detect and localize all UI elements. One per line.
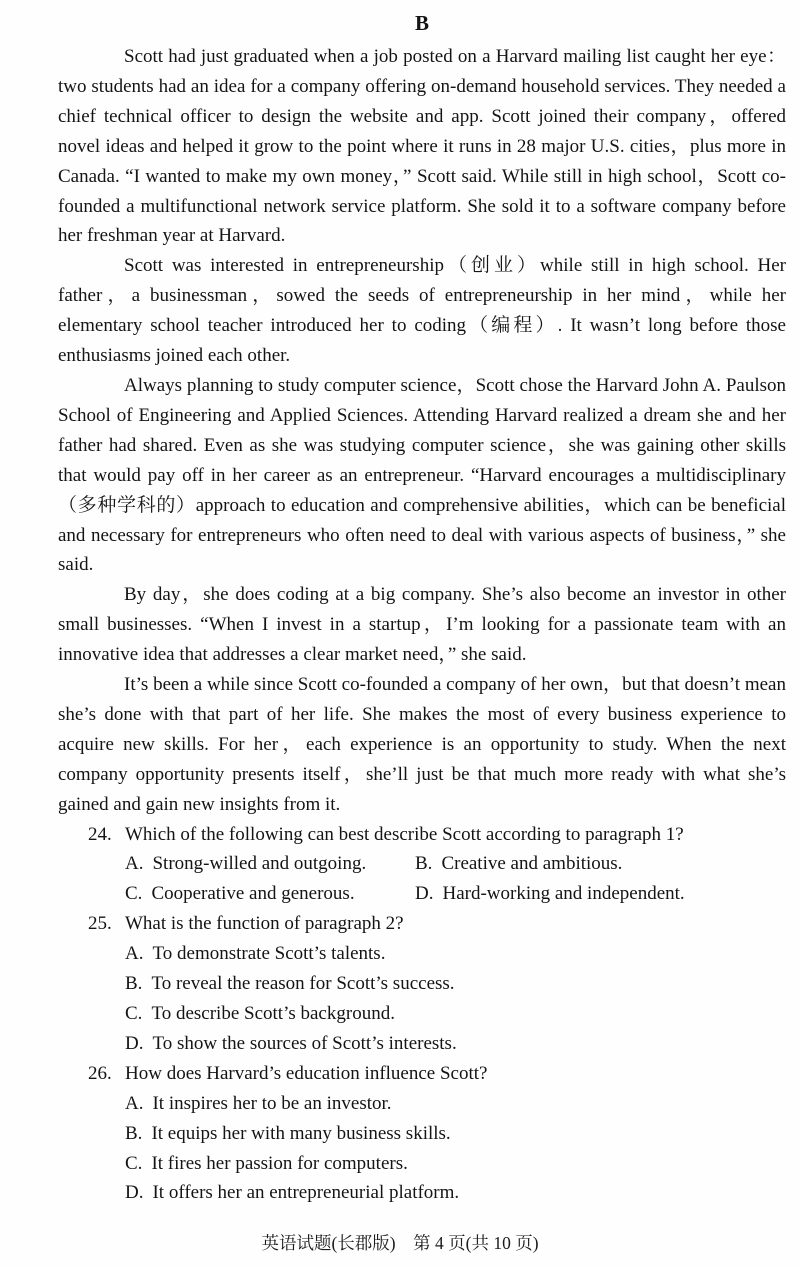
option-C — [125, 879, 415, 909]
option-A — [125, 1089, 786, 1119]
option-label: A. — [125, 853, 144, 875]
section-label: B — [414, 11, 429, 35]
option-B — [125, 1119, 786, 1149]
question-24-options — [58, 849, 786, 909]
question-24 — [58, 820, 786, 910]
option-label: D. — [125, 1032, 144, 1054]
page-footer: 英语试题(长郡版) 第 4 页(共 10 页) — [261, 1233, 539, 1253]
option-text: It fires her passion for computers. — [151, 1152, 408, 1174]
option-text: It equips her with many business skills. — [151, 1122, 451, 1144]
reading-passage — [58, 42, 786, 820]
option-text: To demonstrate Scott’s talents. — [152, 943, 386, 965]
question-number: 26. — [88, 1062, 112, 1084]
question-25 — [58, 909, 786, 1059]
question-26-stem — [58, 1059, 786, 1089]
option-D — [415, 879, 685, 909]
option-label: A. — [125, 943, 144, 965]
option-B — [415, 849, 622, 879]
option-A — [125, 939, 786, 969]
option-B — [125, 969, 786, 999]
passage-paragraph-1: Scott had just graduated when a job posted on a Harvard mailing list caught her eye：two students had an idea for a company offering on-demand household services. They needed a chief technical officer to design the website and app. Scott joined their company，offered novel ideas and helped it grow to the point where it runs in 28 major U.S. cities，plus more in Canada. “I wanted to make my own money，” Scott said. While still in high school，Scott co-founded a multifunctional network service platform. She sold it to a software company before her freshman year at Harvard. — [58, 46, 786, 247]
option-label: B. — [415, 853, 433, 875]
question-24-stem — [58, 820, 786, 850]
option-text: It offers her an entrepreneurial platform. — [152, 1182, 460, 1204]
question-26-options — [58, 1089, 786, 1209]
option-label: C. — [125, 1152, 143, 1174]
option-label: A. — [125, 1092, 144, 1114]
question-text: What is the function of paragraph 2? — [125, 913, 404, 935]
question-25-options — [58, 939, 786, 1059]
option-text: To reveal the reason for Scott’s success. — [151, 973, 455, 995]
option-row — [125, 849, 786, 879]
passage-paragraph-4: By day，she does coding at a big company. She’s also become an investor in other small businesses. “When I invest in a startup，I’m looking for a passionate team with an innovative idea that addresses a clear market need，” she said. — [58, 584, 786, 666]
passage-paragraph-2: Scott was interested in entrepreneurship（创业）while still in high school. Her father，a businessman，sowed the seeds of entrepreneurship in her mind，while her elementary school teacher introduced her to coding（编程）. It wasn’t long before those enthusiasms joined each other. — [58, 255, 786, 367]
passage-paragraph-3: Always planning to study computer science，Scott chose the Harvard John A. Paulson School of Engineering and Applied Sciences. Attending Harvard realized a dream she and her father had shared. Even as she was studying computer science，she was gaining other skills that would pay off in her career as an entrepreneur. “Harvard encourages a multidisciplinary（多种学科的）approach to education and comprehensive abilities，which can be beneficial and necessary for entrepreneurs who often need to deal with various aspects of business，” she said. — [58, 374, 786, 576]
question-number: 24. — [88, 823, 112, 845]
option-label: B. — [125, 1122, 143, 1144]
option-row — [125, 879, 786, 909]
option-C — [125, 999, 786, 1029]
option-text: Creative and ambitious. — [441, 853, 623, 875]
option-label: D. — [415, 883, 434, 905]
question-26 — [58, 1059, 786, 1209]
option-C — [125, 1149, 786, 1179]
passage-paragraph-5: It’s been a while since Scott co-founded a company of her own，but that doesn’t mean she’s done with that part of her life. She makes the most of every business experience to acquire new skills. For her，each experience is an opportunity to study. When the next company opportunity presents itself，she’ll just be that much more ready with what she’s gained and gain new insights from it. — [58, 674, 786, 815]
option-label: D. — [125, 1182, 144, 1204]
option-text: To describe Scott’s background. — [151, 1003, 395, 1024]
option-label: B. — [125, 973, 143, 995]
option-D — [125, 1029, 786, 1059]
option-label: C. — [125, 883, 143, 905]
question-text: Which of the following can best describe Scott according to paragraph 1? — [125, 823, 684, 845]
option-D — [125, 1178, 786, 1208]
option-text: Hard-working and independent. — [442, 883, 685, 905]
option-text: It inspires her to be an investor. — [152, 1092, 392, 1114]
option-text: Strong-willed and outgoing. — [152, 853, 367, 875]
question-text: How does Harvard’s education influence Scott? — [125, 1062, 488, 1084]
question-number: 25. — [88, 913, 112, 935]
option-text: To show the sources of Scott’s interests. — [152, 1032, 457, 1054]
option-label: C. — [125, 1003, 143, 1024]
question-25-stem — [58, 909, 786, 939]
option-A — [125, 849, 415, 879]
option-text: Cooperative and generous. — [151, 883, 355, 905]
